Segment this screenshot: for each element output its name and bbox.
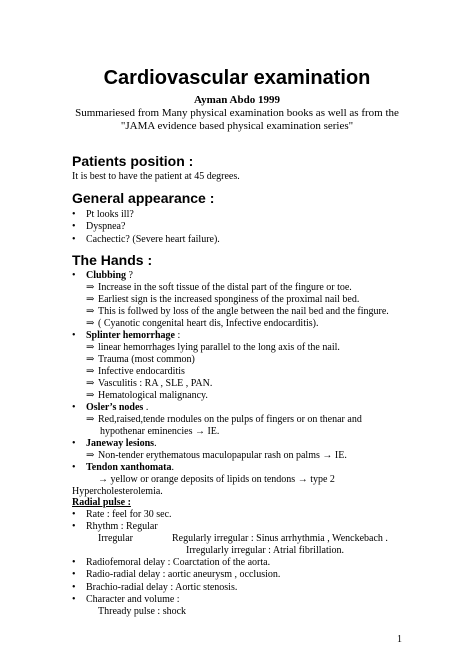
implies-arrow-icon: ⇒ (86, 294, 95, 305)
list-item: • Radio-radial delay : aortic aneurysm , occlusion. (72, 569, 280, 581)
clubbing-term: Clubbing (86, 270, 127, 281)
clubbing-line-4: ⇒ ( Cyanotic congenital heart dis, Infective endocarditis). (86, 318, 319, 329)
clubbing-line-2: ⇒ Earliest sign is the increased sponginess of the proximal nail bed. (86, 294, 360, 305)
implies-arrow-icon: ⇒ (86, 318, 95, 329)
implies-arrow-icon: ⇒ (86, 306, 95, 317)
heading-general-appearance: General appearance : (72, 190, 215, 206)
clubbing-item (72, 270, 133, 282)
janeway-line-1: ⇒ Non-tender erythematous maculopapular rash on palms → IE. (86, 450, 347, 461)
tendon-item (72, 462, 174, 474)
splinter-line-5: ⇒ Hematological malignancy. (86, 390, 208, 401)
page-number: 1 (397, 634, 402, 645)
implies-arrow-icon: ⇒ (86, 366, 95, 377)
janeway-item (72, 438, 157, 450)
document-author: Ayman Abdo 1999 (194, 94, 280, 106)
osler-item (72, 402, 148, 414)
clubbing-line-3: ⇒ This is follwed by loss of the angle between the nail bed and the fingure. (86, 306, 389, 317)
implies-arrow-icon: ⇒ (86, 378, 95, 389)
list-item: • Character and volume : (72, 594, 280, 606)
splinter-line-1: ⇒ linear hemorrhages lying parallel to the long axis of the nail. (86, 342, 340, 353)
list-item: • Brachio-radial delay : Aortic stenosis. (72, 582, 280, 594)
implies-arrow-icon: ⇒ (86, 342, 95, 353)
heading-the-hands: The Hands : (72, 252, 153, 268)
heading-radial-pulse: Radial pulse : (72, 497, 131, 508)
osler-term: Osler’s nodes (86, 402, 144, 413)
radial-pulse-list-2 (72, 557, 280, 606)
document-title: Cardiovascular examination (103, 67, 371, 89)
tendon-line-1: → yellow or orange deposits of lipids on tendons → type 2 (98, 474, 335, 485)
heading-patients-position: Patients position : (72, 153, 194, 169)
list-item: • Cachectic? (Severe heart failure). (72, 234, 220, 246)
document-summary: Summariesed from Many physical examination books as well as from the "JAMA evidence based physical examination series" (75, 107, 399, 132)
splinter-line-2: ⇒ Trauma (most common) (86, 354, 195, 365)
list-item: • Radiofemoral delay : Coarctation of the aorta. (72, 557, 280, 569)
rhythm-irregular-label: Irregular (98, 533, 133, 544)
list-item: • Rhythm : Regular (72, 521, 172, 533)
radial-pulse-list-1 (72, 509, 172, 534)
implies-arrow-icon: ⇒ (86, 414, 95, 425)
splinter-item (72, 330, 180, 342)
rhythm-irregular-text-2: Irregularly irregular : Atrial fibrillation. (186, 545, 344, 556)
thready-pulse-text: Thready pulse : shock (98, 606, 187, 617)
rhythm-irregular-text: Regularly irregular : Sinus arrhythmia , Wenckebach . (172, 533, 388, 544)
splinter-line-3: ⇒ Infective endocarditis (86, 366, 185, 377)
list-item: • Pt looks ill? (72, 209, 220, 221)
clubbing-line-1: ⇒ Increase in the soft tissue of the distal part of the fingure or toe. (86, 282, 352, 293)
osler-line-1: ⇒ Red,raised,tende rnodules on the pulps of fingers or on thenar and (86, 414, 362, 425)
splinter-line-4: ⇒ Vasculitis : RA , SLE , PAN. (86, 378, 213, 389)
splinter-suffix: : (174, 330, 181, 341)
osler-line-2: hypothenar eminencies → IE. (100, 426, 220, 437)
tendon-suffix: . (171, 462, 174, 473)
implies-arrow-icon: ⇒ (86, 282, 95, 293)
list-item: • Rate : feel for 30 sec. (72, 509, 172, 521)
list-item: • Dyspnea? (72, 221, 220, 233)
clubbing-suffix: ? (126, 270, 133, 281)
splinter-term: Splinter hemorrhage (86, 330, 175, 341)
patients-position-text: It is best to have the patient at 45 degrees. (72, 171, 240, 182)
implies-arrow-icon: ⇒ (86, 450, 95, 461)
general-appearance-list (72, 209, 220, 246)
implies-arrow-icon: ⇒ (86, 390, 95, 401)
implies-arrow-icon: ⇒ (86, 354, 95, 365)
janeway-suffix: . (154, 438, 157, 449)
tendon-term: Tendon xanthomata (86, 462, 172, 473)
osler-suffix: . (143, 402, 149, 413)
janeway-term: Janeway lesions (86, 438, 155, 449)
tendon-line-2: Hypercholesterolemia. (72, 486, 163, 497)
